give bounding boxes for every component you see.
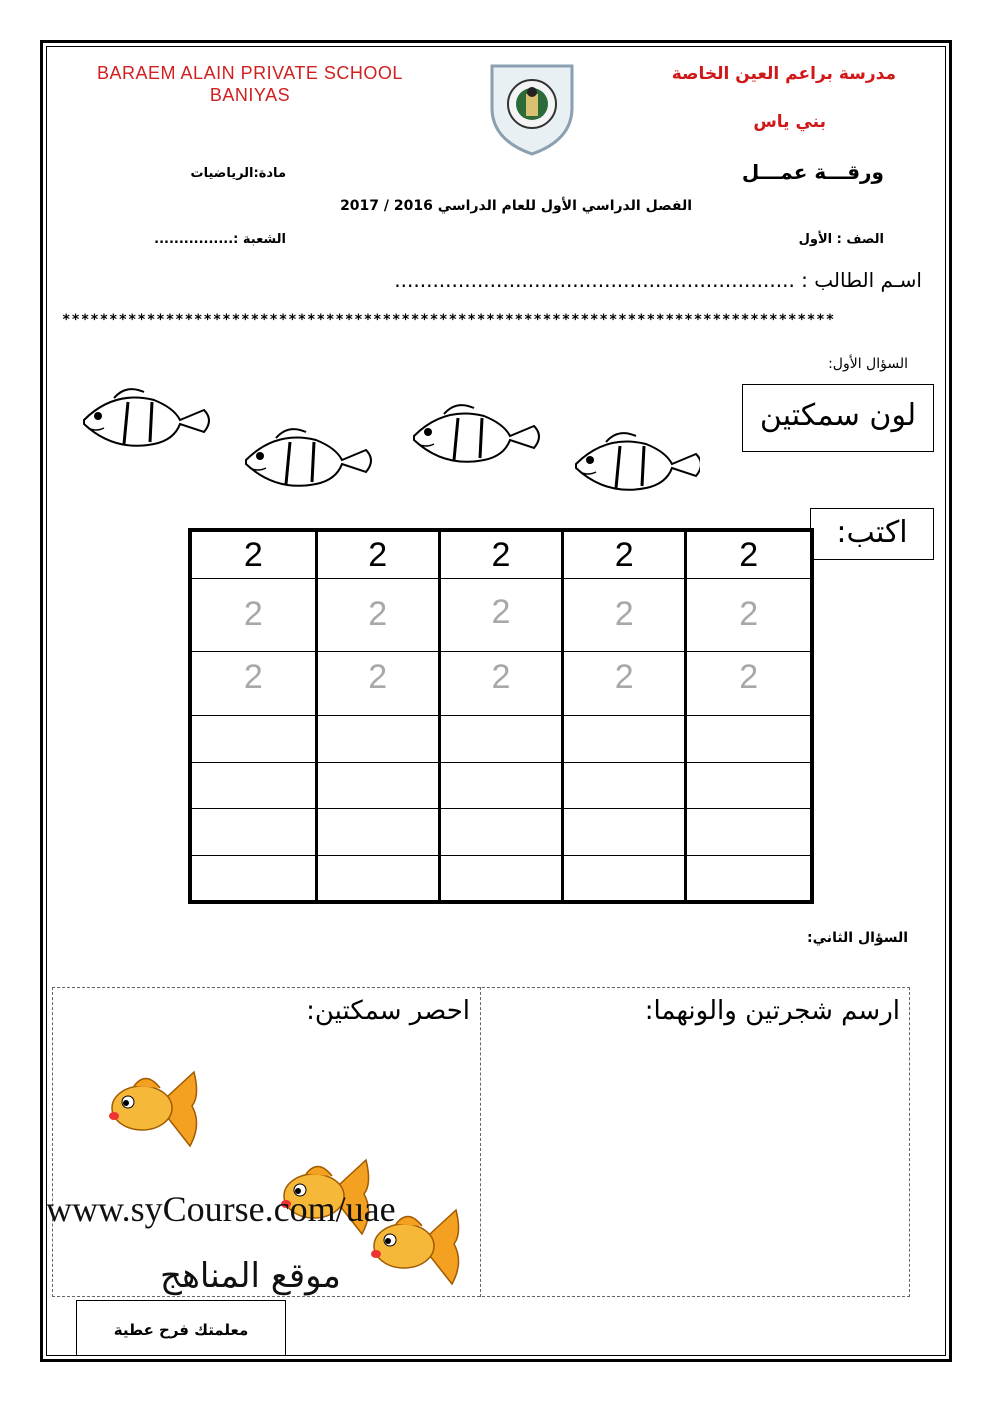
school-name-ar: مدرسة براعم العين الخاصة (671, 64, 896, 84)
grid-cell: 2 (316, 530, 439, 579)
grid-trace-cell[interactable]: 2 (686, 579, 812, 652)
grid-empty-cell[interactable] (686, 762, 812, 809)
write-task-box: اكتب: (810, 508, 934, 560)
grid-empty-row (190, 716, 812, 763)
separator-stars: ********************************************************************************** (62, 312, 836, 328)
school-name-en (60, 62, 440, 106)
teacher-signature: معلمتك فرح عطية (76, 1300, 286, 1356)
grid-empty-cell[interactable] (316, 855, 439, 902)
subject-label: مادة:الرياضيات (190, 166, 286, 181)
grid-trace-cell[interactable]: 2 (190, 579, 316, 652)
school-name-en-line1: BARAEM ALAIN PRIVATE SCHOOL (97, 63, 403, 83)
grid-trace-row-1 (190, 579, 812, 652)
watermark-url: www.syCourse.com/uae (46, 1189, 396, 1229)
grid-empty-row (190, 855, 812, 902)
grid-empty-cell[interactable] (439, 809, 562, 856)
goldfish-1 (109, 1072, 197, 1146)
grid-trace-cell[interactable]: 2 (563, 579, 686, 652)
grid-trace-cell[interactable]: 2 (563, 651, 686, 716)
grid-empty-cell[interactable] (190, 809, 316, 856)
term-label: الفصل الدراسي الأول للعام الدراسي 2016 / 2017 (340, 198, 692, 214)
clownfish-4 (576, 433, 700, 490)
grid-empty-cell[interactable] (686, 855, 812, 902)
grid-empty-cell[interactable] (439, 762, 562, 809)
grid-empty-row (190, 809, 812, 856)
grid-trace-cell[interactable]: 2 (316, 579, 439, 652)
grid-empty-cell[interactable] (563, 762, 686, 809)
grid-trace-cell[interactable]: 2 (686, 651, 812, 716)
grid-trace-cell[interactable]: 2 (190, 651, 316, 716)
grid-trace-cell[interactable]: 2 (439, 651, 562, 716)
grid-empty-cell[interactable] (686, 809, 812, 856)
grid-empty-cell[interactable] (316, 809, 439, 856)
clownfish-2 (246, 429, 371, 486)
grid-trace-row-2 (190, 651, 812, 716)
clownfish-3 (414, 405, 539, 462)
school-logo (486, 58, 578, 158)
clownfish-1 (84, 389, 209, 446)
grid-cell: 2 (686, 530, 812, 579)
grid-empty-cell[interactable] (439, 716, 562, 763)
grid-empty-cell[interactable] (190, 716, 316, 763)
grid-cell: 2 (439, 530, 562, 579)
school-city-ar: بني ياس (753, 112, 826, 132)
grid-header-row (190, 530, 812, 579)
grid-empty-cell[interactable] (686, 716, 812, 763)
circle-fish-task: احصر سمكتين: (306, 996, 470, 1026)
section-field[interactable]: الشعبة :................ (154, 232, 286, 247)
draw-trees-task: ارسم شجرتين والونهما: (644, 996, 900, 1026)
grid-empty-cell[interactable] (439, 855, 562, 902)
grid-cell: 2 (190, 530, 316, 579)
question2-label: السؤال الثاني: (807, 930, 908, 946)
grid-empty-row (190, 762, 812, 809)
grid-empty-cell[interactable] (190, 762, 316, 809)
grid-empty-cell[interactable] (563, 716, 686, 763)
color-task-box: لون سمكتين (742, 384, 934, 452)
watermark-site-ar: موقع المناهج (160, 1256, 341, 1296)
grid-empty-cell[interactable] (563, 855, 686, 902)
grid-empty-cell[interactable] (563, 809, 686, 856)
grid-trace-cell[interactable]: 2 (439, 579, 562, 652)
question1-label: السؤال الأول: (828, 356, 908, 372)
grade-label: الصف : الأول (798, 232, 884, 247)
school-name-en-line2: BANIYAS (209, 85, 291, 105)
writing-grid (188, 528, 814, 904)
worksheet-title: ورقـــة عمـــل (741, 160, 884, 184)
grid-empty-cell[interactable] (316, 762, 439, 809)
grid-cell: 2 (563, 530, 686, 579)
grid-empty-cell[interactable] (316, 716, 439, 763)
student-name-field[interactable]: اسـم الطالب : ............................................................... (394, 268, 922, 292)
clownfish-group (60, 372, 700, 502)
grid-trace-cell[interactable]: 2 (316, 651, 439, 716)
grid-empty-cell[interactable] (190, 855, 316, 902)
